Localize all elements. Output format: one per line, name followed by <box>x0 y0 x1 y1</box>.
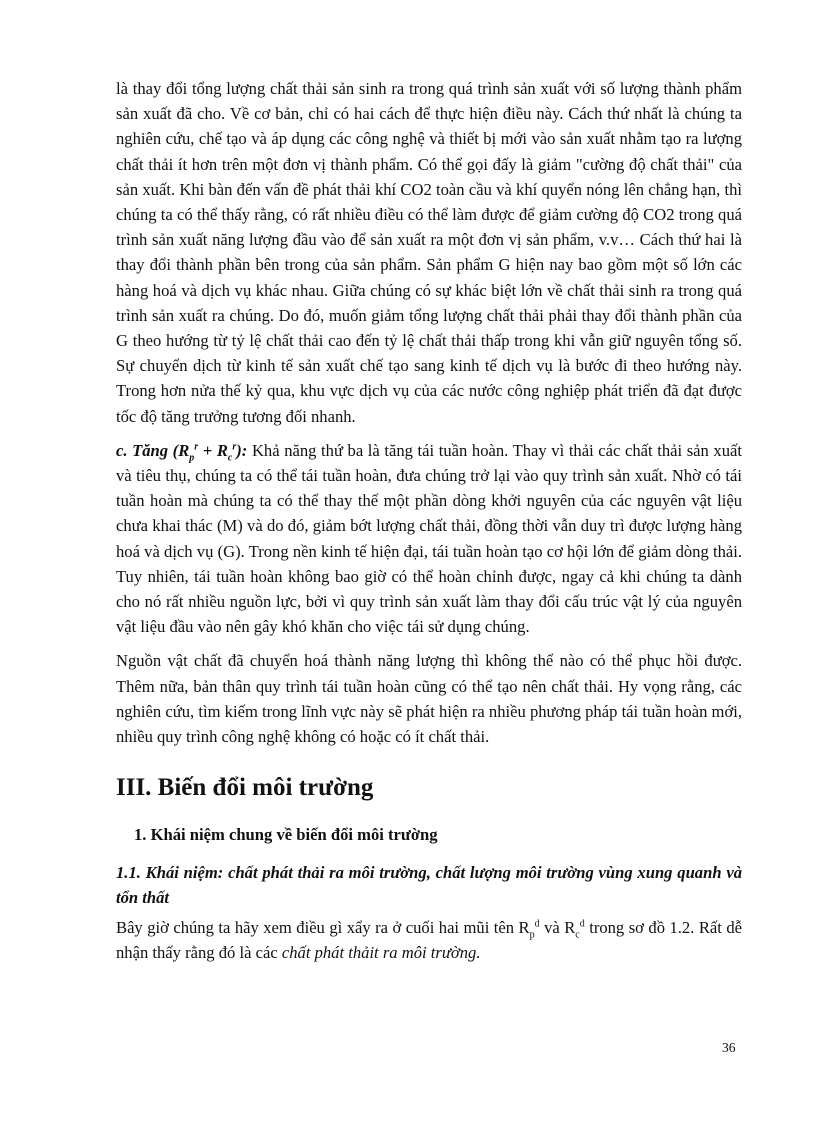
paragraph-energy-recovery: Nguồn vật chất đã chuyển hoá thành năng lượng thì không thể nào có thể phục hồi được. Thêm nữa, bản thân quy trình tái tuần hoàn cũng có thể tạo nên chất thải. Hy vọng rằng, các nghiên cứu, tìm kiếm trong lĩnh vực này sẽ phát hiện ra nhiều phương pháp tái tuần hoàn mới, nhiều quy trình công nghệ không có hoặc có ít chất thải. <box>116 651 742 747</box>
subsection-heading: 1. Khái niệm chung về biến đổi môi trường <box>134 825 438 845</box>
paragraph-waste-intensity: là thay đổi tổng lượng chất thải sản sinh ra trong quá trình sản xuất với số lượng thành phẩm sản xuất đã cho. Về cơ bản, chỉ có hai cách để thực hiện điều này. Cách thứ nhất là chúng ta nghiên cứu, chế tạo và áp dụng các công nghệ và thiết bị mới vào sản xuất nhằm tạo ra lượng chất thải ít hơn trên một đơn vị thành phẩm. Có thể gọi đấy là giảm "cường độ chất thải" của sản xuất. Khi bàn đến vấn đề phát thải khí CO2 toàn cầu và khí quyển nóng lên chẳng hạn, thì chúng ta có thể thấy rằng, có rất nhiều điều có thể làm được để giảm cường độ CO2 trong quá trình sản xuất năng lượng đầu vào để sản xuất ra một đơn vị sản phẩm, v.v… Cách thứ hai là thay đổi thành phần bên trong của sản phẩm. Sản phẩm G hiện nay bao gồm một số lớn các hàng hoá và dịch vụ khác nhau. Giữa chúng có sự khác biệt lớn về chất thải sinh ra trong quá trình sản xuất ra chúng. Do đó, muốn giảm tổng lượng chất thải phải thay đổi thành phần của G theo hướng từ tỷ lệ chất thải cao đến tỷ lệ chất thải thấp trong khi vẫn giữ nguyên tổng số. Sự chuyển dịch từ kinh tế sản xuất chế tạo sang kinh tế dịch vụ là bước đi theo hướng này. Trong hơn nửa thế kỷ qua, khu vực dịch vụ của các nước công nghiệp phát triển đã đạt được tốc độ tăng trưởng tương đối nhanh. <box>116 79 742 426</box>
paragraph-recycling: c. Tăng $(R_p^r + R_c^r)$: Khả năng thứ ba là tăng tái tuần hoàn. Thay vì thải các chất thải sản xuất và tiêu thụ, chúng ta có thể tái tuần hoàn, đưa chúng trở lại vào quy trình sản xuất. Nhờ có tái tuần hoàn mà chúng ta có thể thay thế một phần dòng khởi nguyên của các nguyên vật liệu chưa khai thác (M) và do đó, giảm bớt lượng chất thải, đồng thời vẫn duy trì được lượng hàng hoá và dịch vụ (G). Trong nền kinh tế hiện đại, tái tuần hoàn tạo cơ hội lớn để giảm dòng thải. Tuy nhiên, tái tuần hoàn không bao giờ có thể hoàn chỉnh được, ngay cả khi chúng ta dành cho nó rất nhiều nguồn lực, bởi vì quy trình sản xuất làm thay đổi cấu trúc vật lý của nguyên vật liệu đầu vào nên gây khó khăn cho việc tái sử dụng chúng. <box>116 440 743 637</box>
section-heading: III. Biến đổi môi trường <box>116 774 374 802</box>
paragraph-emissions: Bây giờ chúng ta hãy xem điều gì xẩy ra ở cuối hai mũi tên $R_p^d$ và $R_c^d$ trong sơ đồ 1.2. Rất dễ nhận thấy rằng đó là các chất phát thảit ra môi trường. <box>116 918 742 963</box>
document-page <box>116 76 742 966</box>
recycling-lead: c. Tăng $(R_p^r + R_c^r)$: <box>116 440 248 464</box>
page-number: 36 <box>722 1040 736 1055</box>
subsubsection-heading: 1.1. Khái niệm: chất phát thải ra môi trường, chất lượng môi trường vùng xung quanh và tổn thất <box>116 863 742 908</box>
